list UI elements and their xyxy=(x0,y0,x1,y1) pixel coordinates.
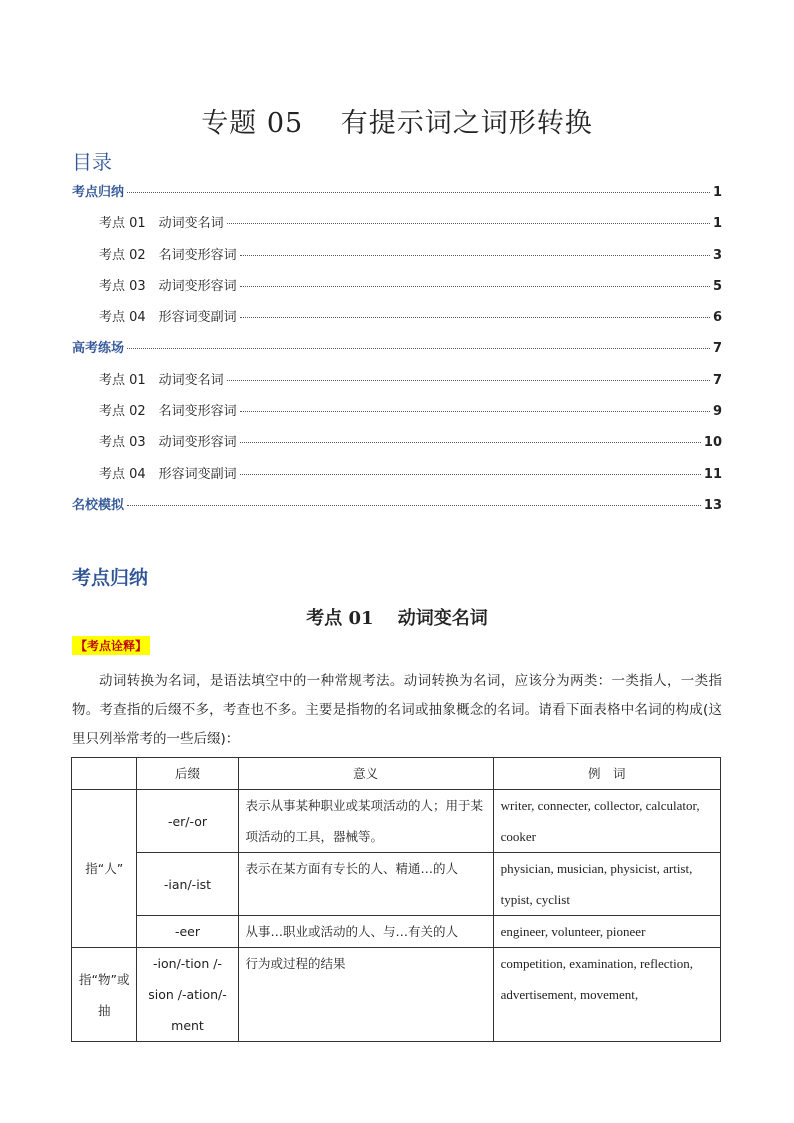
toc-leader xyxy=(227,380,710,381)
table-header-cell xyxy=(72,758,137,790)
toc-entry-label: 考点归纳 xyxy=(72,185,125,200)
examples-cell: competition, examination, reflection, advertisement, movement, xyxy=(493,948,720,1042)
toc-leader xyxy=(240,286,710,287)
section-heading: 考点归纳 xyxy=(72,567,149,589)
toc-entry[interactable] xyxy=(72,275,722,306)
suffix-cell: -er/-or xyxy=(137,790,238,853)
table-row xyxy=(72,853,721,916)
toc-entry[interactable] xyxy=(72,337,722,368)
examples-cell: physician, musician, physicist, artist, typist, cyclist xyxy=(493,853,720,916)
meaning-cell: 表示在某方面有专长的人、精通…的人 xyxy=(238,853,493,916)
toc-entry[interactable] xyxy=(72,400,722,431)
sub-heading: 考点 01 动词变名词 xyxy=(306,608,488,629)
meaning-cell: 从事…职业或活动的人、与…有关的人 xyxy=(238,916,493,948)
toc-entry-page: 13 xyxy=(703,497,722,513)
toc-entry-label: 名校模拟 xyxy=(72,497,125,513)
toc-entry-page: 11 xyxy=(703,466,722,482)
toc-entry-page: 7 xyxy=(712,341,722,357)
toc-leader xyxy=(240,255,710,256)
toc-leader xyxy=(127,192,710,193)
table-row xyxy=(72,916,721,948)
meaning-cell: 行为或过程的结果 xyxy=(238,948,493,1042)
toc-entry-label: 考点 03 动词变形容词 xyxy=(99,435,237,451)
toc-entry-label: 考点 02 名词变形容词 xyxy=(99,404,237,420)
suffix-cell: -ion/-tion /-sion /-ation/-ment xyxy=(137,948,238,1042)
toc-leader xyxy=(240,411,710,412)
table-row xyxy=(72,948,721,1042)
toc-entry-label: 考点 04 形容词变副词 xyxy=(99,466,237,482)
toc-entry-label: 考点 02 名词变形容词 xyxy=(99,247,237,263)
toc-heading: 目录 xyxy=(72,150,112,174)
toc-leader xyxy=(127,348,710,349)
toc-entry-label: 高考练场 xyxy=(72,341,125,357)
toc-entry[interactable] xyxy=(72,306,722,337)
toc-entry[interactable] xyxy=(72,431,722,462)
table-row xyxy=(72,790,721,853)
meaning-cell: 表示从事某种职业或某项活动的人；用于某项活动的工具，器械等。 xyxy=(238,790,493,853)
category-cell: 指“人” xyxy=(72,790,137,948)
toc-entry-page: 9 xyxy=(712,404,722,420)
table-of-contents xyxy=(72,181,722,525)
toc-entry[interactable] xyxy=(72,181,722,212)
toc-entry[interactable] xyxy=(72,494,722,525)
toc-entry-label: 考点 01 动词变名词 xyxy=(99,216,224,232)
toc-entry-page: 1 xyxy=(712,185,722,200)
toc-entry-label: 考点 01 动词变名词 xyxy=(99,372,224,388)
toc-entry-page: 10 xyxy=(703,435,722,451)
table-header-cell: 意义 xyxy=(238,758,493,790)
toc-leader xyxy=(127,505,701,506)
toc-entry-label: 考点 03 动词变形容词 xyxy=(99,278,237,294)
toc-entry-page: 7 xyxy=(712,372,722,388)
category-cell: 指“物”或抽 xyxy=(72,948,137,1042)
toc-leader xyxy=(240,442,701,443)
toc-leader xyxy=(240,317,710,318)
toc-entry[interactable] xyxy=(72,212,722,243)
toc-entry[interactable] xyxy=(72,369,722,400)
table-header-row xyxy=(72,758,721,790)
toc-entry[interactable] xyxy=(72,463,722,494)
toc-leader xyxy=(227,223,710,224)
toc-entry-page: 5 xyxy=(712,278,722,294)
suffix-table xyxy=(71,757,721,1042)
table-header-cell: 例 词 xyxy=(493,758,720,790)
toc-entry-page: 6 xyxy=(712,310,722,326)
examples-cell: engineer, volunteer, pioneer xyxy=(493,916,720,948)
examples-cell: writer, connecter, collector, calculator, cooker xyxy=(493,790,720,853)
intro-paragraph: 动词转换为名词，是语法填空中的一种常规考法。动词转换为名词，应该分为两类：一类指人，一类指物。考查指的后缀不多，考查也不多。主要是指物的名词或抽象概念的名词。请看下面表格中名词的构成(这里只列举常考的一些后缀)： xyxy=(72,673,722,747)
suffix-cell: -eer xyxy=(137,916,238,948)
suffix-cell: -ian/-ist xyxy=(137,853,238,916)
toc-entry-label: 考点 04 形容词变副词 xyxy=(99,310,237,326)
toc-entry-page: 3 xyxy=(712,247,722,263)
toc-entry-page: 1 xyxy=(712,216,722,232)
toc-entry[interactable] xyxy=(72,244,722,275)
document-title: 专题 05 有提示词之词形转换 xyxy=(201,108,593,139)
toc-leader xyxy=(240,474,701,475)
table-header-cell: 后缀 xyxy=(137,758,238,790)
note-tag: 【考点诠释】 xyxy=(72,636,150,655)
